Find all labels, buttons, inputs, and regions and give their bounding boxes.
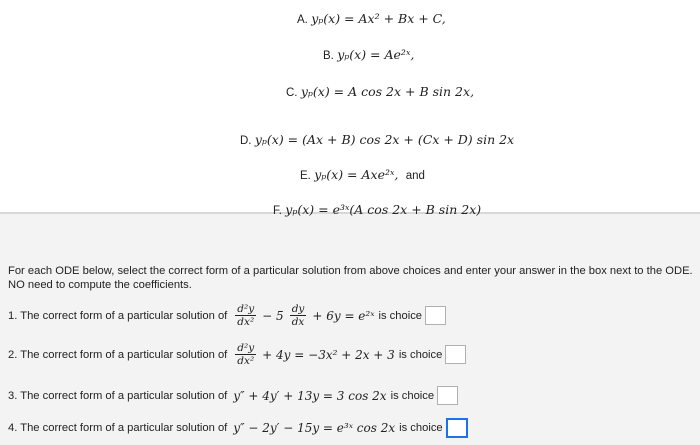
choice-f-expr: yₚ(x) = e³ˣ(A cos 2x + B sin 2x) — [285, 202, 482, 217]
choice-e-expr: yₚ(x) = Axe²ˣ, — [314, 167, 399, 182]
question-2-prefix: 2. The correct form of a particular solution of — [8, 348, 228, 361]
question-1-fraction-2 — [290, 303, 307, 328]
choice-b — [323, 47, 414, 64]
question-1-frac2-den: dx — [291, 316, 305, 328]
question-3-suffix: is choice — [390, 389, 435, 402]
question-4-equation: y″ − 2y′ − 15y = e³ˣ cos 2x — [233, 421, 396, 435]
question-4-prefix: 4. The correct form of a particular solution of — [8, 422, 228, 434]
question-2-frac-den: dx² — [237, 355, 255, 367]
question-3-equation: y″ + 4y′ + 13y = 3 cos 2x — [233, 388, 387, 403]
choice-a — [297, 11, 446, 28]
choice-e-and: and — [405, 170, 425, 182]
question-1 — [8, 303, 446, 328]
choice-c-label: C. — [286, 87, 298, 99]
choice-d — [240, 132, 514, 149]
question-1-equation: + 6y = e²ˣ — [312, 308, 375, 323]
choice-a-label: A. — [297, 14, 308, 26]
question-1-fraction — [235, 303, 256, 328]
question-2 — [8, 342, 466, 367]
question-1-suffix: is choice — [378, 309, 423, 322]
choice-b-label: B. — [323, 50, 334, 62]
choice-c — [286, 84, 474, 101]
choice-d-label: D. — [240, 135, 252, 147]
question-4-suffix: is choice — [399, 422, 443, 434]
question-2-answer-input[interactable] — [445, 345, 466, 364]
question-3 — [8, 386, 458, 405]
choice-e-label: E. — [300, 170, 311, 182]
choice-a-expr: yₚ(x) = Ax² + Bx + C, — [311, 11, 446, 26]
choice-f-label: F. — [273, 205, 282, 217]
question-2-fraction — [235, 342, 256, 367]
choice-e — [300, 167, 425, 184]
question-1-answer-input[interactable] — [425, 306, 446, 325]
question-3-answer-input[interactable] — [437, 386, 458, 405]
question-3-prefix: 3. The correct form of a particular solution of — [8, 389, 228, 402]
question-2-suffix: is choice — [398, 348, 443, 361]
question-1-frac-num: d²y — [237, 303, 255, 315]
questions-panel — [0, 214, 700, 445]
question-4-answer-input[interactable] — [446, 418, 468, 438]
choice-b-expr: yₚ(x) = Ae²ˣ, — [337, 47, 415, 62]
choice-d-expr: yₚ(x) = (Ax + B) cos 2x + (Cx + D) sin 2x — [254, 132, 515, 147]
choice-c-expr: yₚ(x) = A cos 2x + B sin 2x, — [300, 84, 475, 99]
question-1-mid: − 5 — [262, 308, 284, 323]
question-4 — [8, 418, 468, 438]
instructions-text: For each ODE below, select the correct form of a particular solution from above choices and enter your answer in the box next to the ODE. NO need to compute the coefficients. — [8, 265, 693, 291]
choice-f — [273, 202, 481, 219]
question-1-frac2-num: dy — [291, 303, 305, 315]
question-2-frac-num: d²y — [237, 342, 255, 354]
question-2-equation: + 4y = −3x² + 2x + 3 — [262, 347, 395, 362]
question-1-frac-den: dx² — [237, 316, 255, 328]
question-1-prefix: 1. The correct form of a particular solution of — [8, 309, 228, 322]
